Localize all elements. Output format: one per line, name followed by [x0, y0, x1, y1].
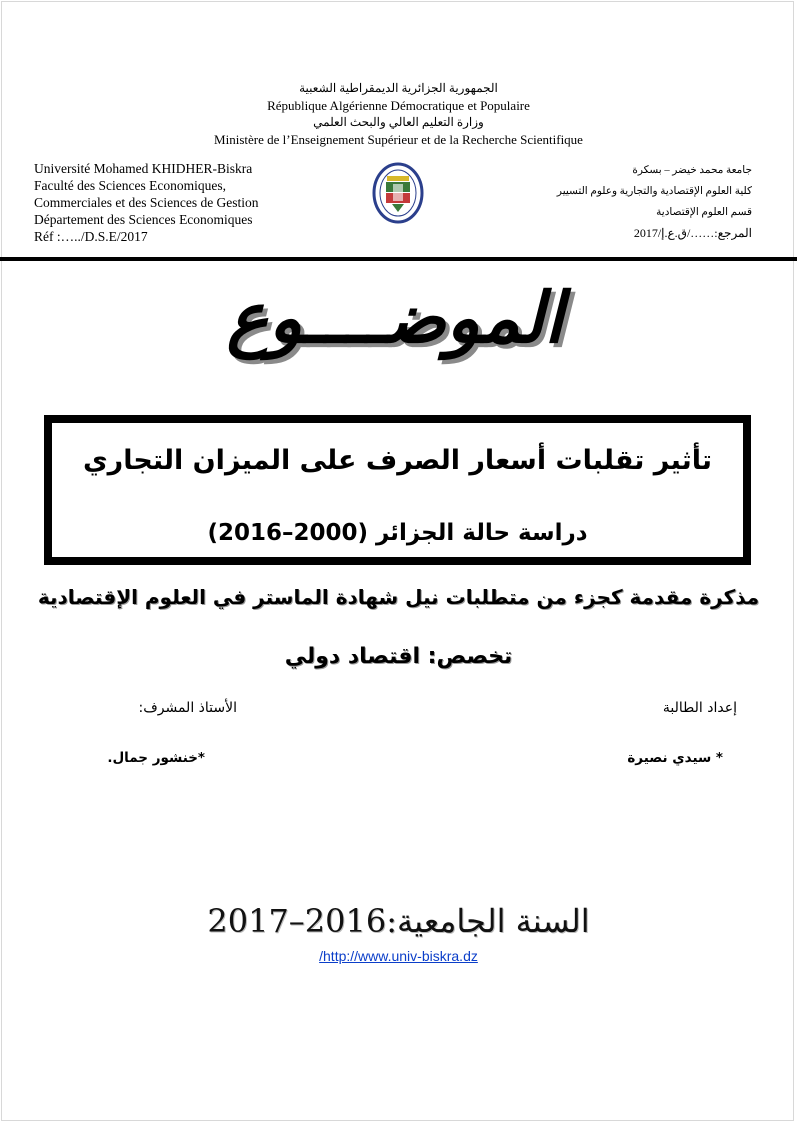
faculty-name-fr: Faculté des Sciences Economiques, — [34, 178, 226, 193]
university-name-fr: Université Mohamed KHIDHER-Biskra — [34, 161, 253, 176]
thesis-subtitle: دراسة حالة الجزائر (2000–2016) — [207, 520, 588, 546]
university-seal-icon — [372, 162, 424, 224]
student-label: إعداد الطالبة — [662, 700, 737, 716]
subject-heading: الموضــــوع — [226, 277, 564, 359]
academic-year: السنة الجامعية:2016–2017 — [207, 902, 590, 940]
university-info-arabic — [492, 160, 752, 244]
department-name-fr: Département des Sciences Economiques — [34, 212, 253, 227]
student-name: * سيدي نصيرة — [627, 750, 723, 766]
official-header — [0, 80, 797, 148]
ministry-arabic: وزارة التعليم العالي والبحث العلمي — [313, 115, 484, 129]
faculty-name-ar: كلية العلوم الإقتصادية والتجارية وعلوم التسيير — [556, 186, 752, 197]
university-website-link[interactable]: /http://www.univ-biskra.dz — [319, 948, 478, 964]
department-name-ar: قسم العلوم الإقتصادية — [656, 207, 752, 218]
reference-fr: Réf :…../D.S.E/2017 — [34, 229, 148, 244]
header-divider — [0, 257, 797, 261]
memo-description: مذكرة مقدمة كجزء من متطلبات نيل شهادة الماستر في العلوم الإقتصادية — [37, 585, 760, 609]
university-info-french — [34, 160, 314, 245]
ministry-french: Ministère de l’Enseignement Supérieur et de la Recherche Scientifique — [214, 132, 583, 147]
thesis-title: تأثير تقلبات أسعار الصرف على الميزان التجاري — [82, 445, 713, 476]
specialty: تخصص: اقتصاد دولي — [284, 644, 513, 669]
republic-french: République Algérienne Démocratique et Populaire — [267, 98, 530, 113]
supervisor-name: *خنشور جمال. — [107, 750, 205, 766]
university-name-ar: جامعة محمد خيضر – بسكرة — [632, 165, 752, 176]
supervisor-label: الأستاذ المشرف: — [138, 700, 237, 716]
faculty-name-fr-cont: Commerciales et des Sciences de Gestion — [34, 195, 259, 210]
republic-arabic: الجمهورية الجزائرية الديمقراطية الشعبية — [299, 81, 498, 95]
reference-ar: المرجع:……/ق.ع.إ/2017 — [633, 226, 752, 240]
thesis-title-box — [44, 415, 751, 565]
